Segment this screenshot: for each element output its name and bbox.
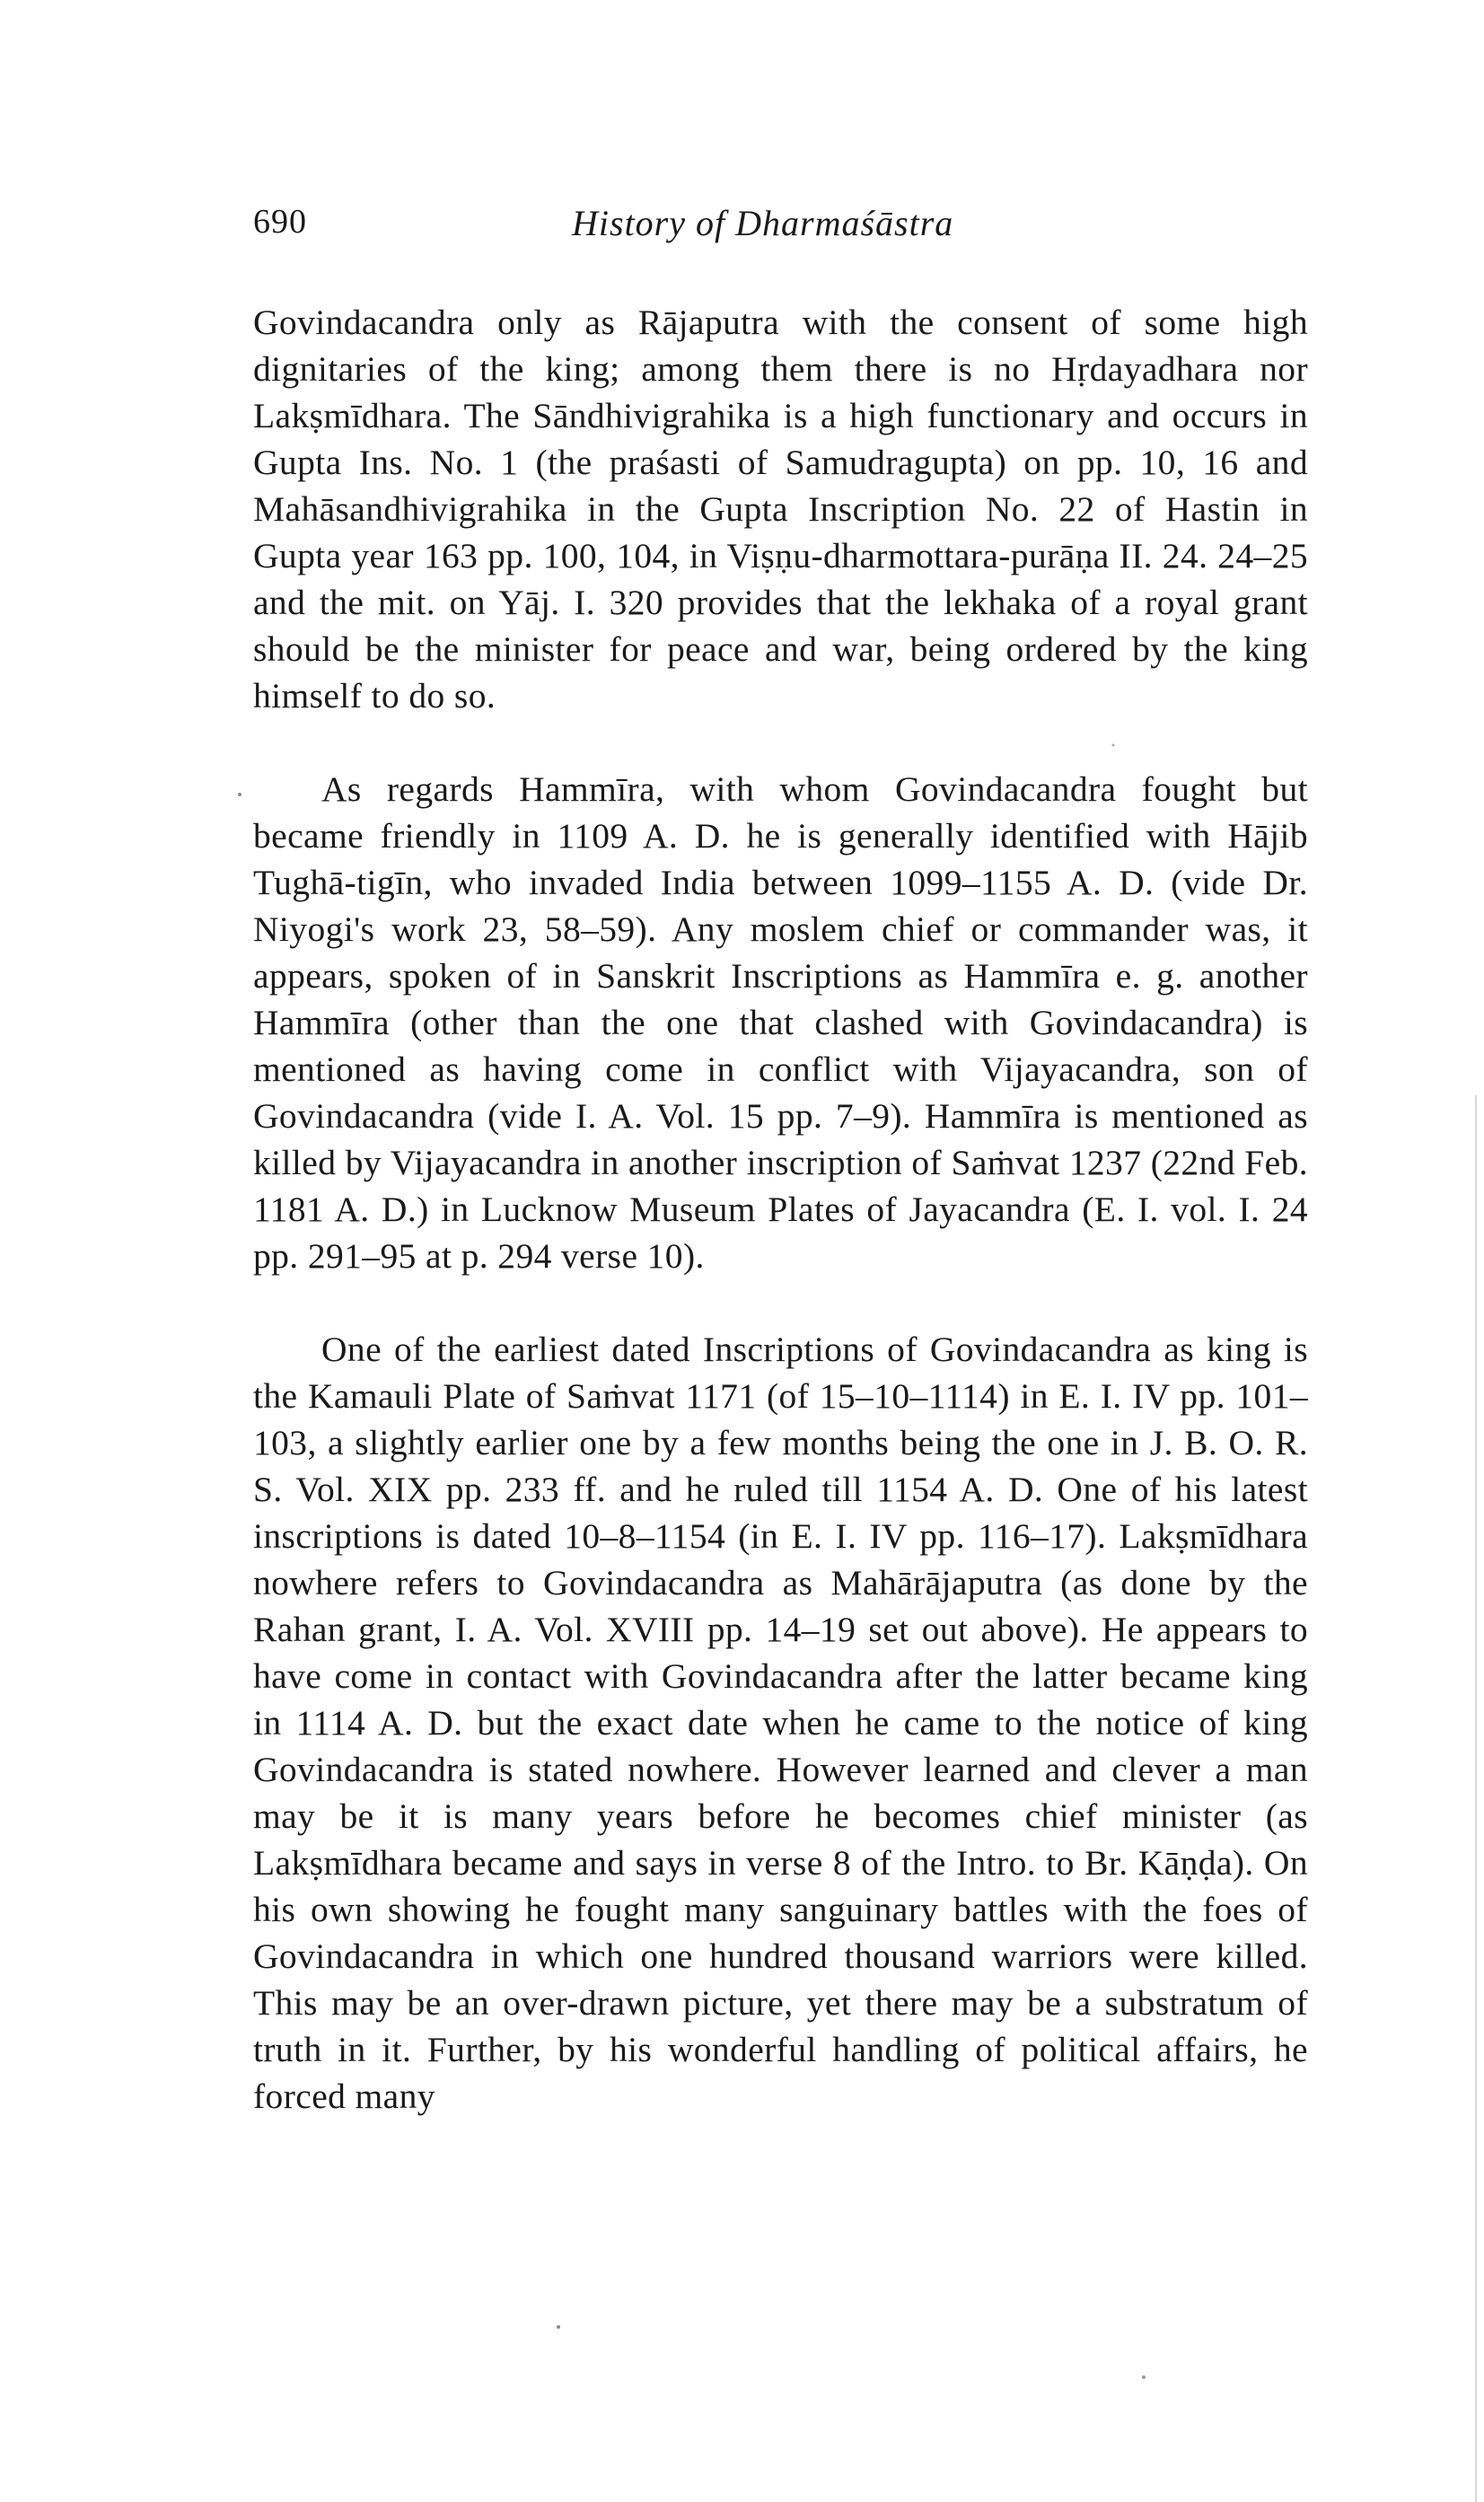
paragraph-2: As regards Hammīra, with whom Govindacandra fought but became friendly in 1109 A. D. he is generally identified with Hājib Tughā-tigīn, who invaded India between 1099–1155 A. D. (vide Dr. Niyogi's work 23, 58–59). Any moslem chief or commander was, it appears, spoken of in Sanskrit Inscriptions as Hammīra e. g. another Hammīra (other than the one that clashed with Govindacandra) is mentioned as having come in conflict with Vijayacandra, son of Govindacandra (vide I. A. Vol. 15 pp. 7–9). Hammīra is mentioned as killed by Vijayacandra in another inscription of Saṁvat 1237 (22nd Feb. 1181 A. D.) in Lucknow Museum Plates of Jayacandra (E. I. vol. I. 24 pp. 291–95 at p. 294 verse 10). bbox=[253, 769, 1308, 1276]
scan-edge-line bbox=[1475, 1095, 1477, 2502]
paragraph-1: Govindacandra only as Rājaputra with the consent of some high dignitaries of the king; among them there is no Hṛdayadhara nor Lakṣmīdhara. The Sāndhivigrahika is a high functionary and occurs in Gupta Ins. No. 1 (the praśasti of Samudragupta) on pp. 10, 16 and Mahāsandhivigrahika in the Gupta Inscription No. 22 of Hastin in Gupta year 163 pp. 100, 104, in Viṣṇu-dharmottara-purāṇa II. 24. 24–25 and the mit. on Yāj. I. 320 provides that the lekhaka of a royal grant should be the minister for peace and war, being ordered by the king himself to do so. bbox=[253, 303, 1308, 715]
scan-speck bbox=[557, 2325, 560, 2329]
scan-speck bbox=[1142, 2375, 1146, 2379]
body-text bbox=[253, 299, 1308, 2120]
paragraph-3: One of the earliest dated Inscriptions of Govindacandra as king is the Kamauli Plate of Saṁvat 1171 (of 15–10–1114) in E. I. IV pp. 101–103, a slightly earlier one by a few months being the one in J. B. O. R. S. Vol. XIX pp. 233 ff. and he ruled till 1154 A. D. One of his latest inscriptions is dated 10–8–1154 (in E. I. IV pp. 116–17). Lakṣmīdhara nowhere refers to Govindacandra as Mahārājaputra (as done by the Rahan grant, I. A. Vol. XVIII pp. 14–19 set out above). He appears to have come in contact with Govindacandra after the latter became king in 1114 A. D. but the exact date when he came to the notice of king Govindacandra is stated nowhere. However learned and clever a man may be it is many years before he becomes chief minister (as Lakṣmīdhara became and says in verse 8 of the Intro. to Br. Kāṇḍa). On his own showing he fought many sanguinary battles with the foes of Govindacandra in which one hundred thousand warriors were killed. This may be an over-drawn picture, yet there may be a substratum of truth in it. Further, by his wonderful handling of political affairs, he forced many bbox=[253, 1330, 1308, 2116]
page-header bbox=[253, 202, 1308, 256]
scan-speck bbox=[238, 793, 241, 796]
running-title: History of Dharmaśāstra bbox=[572, 203, 954, 243]
page-number: 690 bbox=[253, 203, 307, 241]
